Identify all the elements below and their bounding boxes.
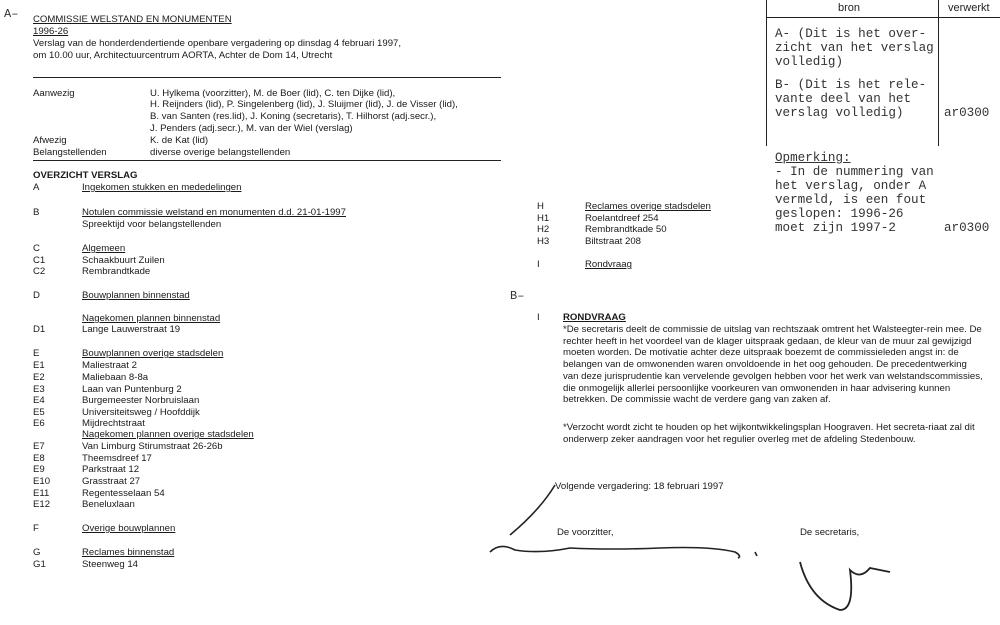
item-heading: Ingekomen stukken en mededelingen (82, 182, 242, 193)
item-code: D1 (33, 324, 46, 335)
item-text: Schaakbuurt Zuilen (82, 255, 165, 266)
item-text: Spreektijd voor belangstellenden (82, 219, 222, 230)
item-code: H (537, 201, 544, 212)
item-text: Maliebaan 8-8a (82, 372, 149, 383)
item-heading: Algemeen (82, 243, 126, 254)
remark-line: geslopen: 1996-26 (775, 207, 904, 221)
next-meeting: Volgende vergadering: 18 februari 1997 (555, 481, 724, 492)
item-code: G (33, 547, 41, 558)
item-code: A (33, 182, 40, 193)
item-code: E12 (33, 499, 51, 510)
present-line: H. Reijnders (lid), P. Singelenberg (lid), J. Sluijmer (lid), J. de Visser (lid), (150, 99, 458, 110)
item-text: Grasstraat 27 (82, 476, 141, 487)
note-b-line: verslag volledig) (775, 106, 904, 120)
item-heading: Nagekomen plannen binnenstad (82, 313, 221, 324)
item-code: C (33, 243, 40, 254)
box-column-divider (938, 0, 939, 146)
interested-label: Belangstellenden (33, 147, 107, 158)
document-title: COMMISSIE WELSTAND EN MONUMENTEN (33, 14, 232, 25)
item-text: Mijdrechtstraat (82, 418, 145, 429)
item-code: E8 (33, 453, 45, 464)
secretary-signature (780, 540, 900, 620)
rondvraag-paragraph: *Verzocht wordt zicht te houden op het wijkontwikkelingsplan Hoograven. Het secreta-riaat zal dit onderwerp zeker aandragen voor het regulier overleg met de afdeling Stedenbouw. (563, 422, 975, 445)
item-code: E3 (33, 384, 45, 395)
item-heading: Nagekomen plannen overige stadsdelen (82, 429, 254, 440)
note-a-line: volledig) (775, 55, 844, 69)
rondvraag-paragraph: *De secretaris deelt de commissie de uitslag van rechtszaak omtrent het Walsteegter-rein mee. De rechter heeft in het voordeel van de klager uitspraak gedaan, de kleur van de muur zal gewijzigd moeten worden. De motivatie achter deze uitspraak boezemt de commissieleden angst in: de belangen van de omwonenden waren onvoldoende in het oog gehouden. De precedentwerking van deze jurisprudentie kan vervelende gevolgen hebben voor het werk van welstandscommissies, die onmogelijk allerlei persoonlijke voorkeuren van omwonenden in haar advisering kunnen betrekken. De commissie wacht de verdere gang van zaken af. (563, 324, 983, 406)
item-text: Maliestraat 2 (82, 360, 137, 371)
item-heading: Bouwplannen binnenstad (82, 290, 190, 301)
item-text: Van Limburg Stirumstraat 26-26b (82, 441, 223, 452)
remark-title: Opmerking: (775, 151, 851, 165)
present-label: Aanwezig (33, 88, 75, 99)
item-code: C1 (33, 255, 46, 266)
secretary-label: De secretaris, (800, 527, 860, 538)
item-text: Biltstraat 208 (585, 236, 641, 247)
item-text: Lange Lauwerstraat 19 (82, 324, 181, 335)
column-source: bron (838, 2, 861, 14)
absent-value: K. de Kat (lid) (150, 135, 209, 146)
archive-code: ar0300 (944, 221, 990, 235)
remark-line: het verslag, onder A (775, 179, 927, 193)
item-code: H3 (537, 236, 550, 247)
item-text: Universiteitsweg / Hoofddijk (82, 407, 200, 418)
item-text: Roelantdreef 254 (585, 213, 659, 224)
item-code: B (33, 207, 40, 218)
item-code: C2 (33, 266, 46, 277)
chair-label: De voorzitter, (557, 527, 614, 538)
divider (33, 160, 501, 161)
document-number: 1996-26 (33, 26, 69, 37)
marker-a: A– (4, 7, 19, 21)
remark-line: vermeld, is een fout (775, 193, 927, 207)
item-code: E9 (33, 464, 45, 475)
present-line: B. van Santen (res.lid), J. Koning (secretaris), T. Hilhorst (adj.secr.), (150, 111, 437, 122)
item-text: Parkstraat 12 (82, 464, 140, 475)
item-text: Laan van Puntenburg 2 (82, 384, 182, 395)
item-code: I (537, 259, 540, 270)
item-code: E2 (33, 372, 45, 383)
item-text: Rembrandtkade (82, 266, 151, 277)
item-code: H1 (537, 213, 550, 224)
item-code: E6 (33, 418, 45, 429)
item-heading: Overige bouwplannen (82, 523, 176, 534)
item-text: Burgemeester Norbruislaan (82, 395, 200, 406)
note-a-line: A- (Dit is het over- (775, 27, 927, 41)
present-line: U. Hylkema (voorzitter), M. de Boer (lid), C. ten Dijke (lid), (150, 88, 396, 99)
divider (33, 77, 501, 78)
box-header-line (766, 17, 1000, 18)
item-text: Steenweg 14 (82, 559, 139, 570)
item-text: Beneluxlaan (82, 499, 135, 510)
note-b-line: vante deel van het (775, 92, 912, 106)
item-heading: Rondvraag (585, 259, 632, 270)
present-line: J. Penders (adj.secr.), M. van der Wiel (verslag) (150, 123, 353, 134)
note-b-line: B- (Dit is het rele- (775, 78, 927, 92)
item-code: H2 (537, 224, 550, 235)
meeting-location: om 10.00 uur, Architectuurcentrum AORTA, Achter de Dom 14, Utrecht (33, 50, 333, 61)
rondvraag-code: I (537, 312, 540, 323)
remark-line: - In de nummering van (775, 165, 934, 179)
item-heading: Reclames overige stadsdelen (585, 201, 711, 212)
item-code: E11 (33, 488, 50, 499)
item-code: E4 (33, 395, 45, 406)
item-heading: Bouwplannen overige stadsdelen (82, 348, 224, 359)
item-code: E (33, 348, 40, 359)
item-code: D (33, 290, 40, 301)
item-code: E7 (33, 441, 45, 452)
item-text: Theemsdreef 17 (82, 453, 152, 464)
column-processed: verwerkt (948, 2, 990, 14)
meeting-description: Verslag van de honderdendertiende openbare vergadering op dinsdag 4 februari 1997, (33, 38, 402, 49)
note-a-line: zicht van het verslag (775, 41, 934, 55)
item-heading: Notulen commissie welstand en monumenten d.d. 21-01-1997 (82, 207, 346, 218)
marker-b: B– (510, 289, 525, 303)
chair-signature (480, 480, 780, 560)
remark-line: moet zijn 1997-2 (775, 221, 896, 235)
box-border-left (766, 0, 767, 146)
archive-code: ar0300 (944, 106, 990, 120)
item-text: Regentesselaan 54 (82, 488, 165, 499)
item-code: F (33, 523, 39, 534)
item-heading: Reclames binnenstad (82, 547, 175, 558)
rondvraag-title: RONDVRAAG (563, 312, 626, 323)
interested-value: diverse overige belangstellenden (150, 147, 291, 158)
absent-label: Afwezig (33, 135, 67, 146)
item-code: G1 (33, 559, 46, 570)
item-code: E10 (33, 476, 51, 487)
overview-title: OVERZICHT VERSLAG (33, 170, 138, 181)
item-text: Rembrandtkade 50 (585, 224, 667, 235)
item-code: E5 (33, 407, 45, 418)
item-code: E1 (33, 360, 45, 371)
